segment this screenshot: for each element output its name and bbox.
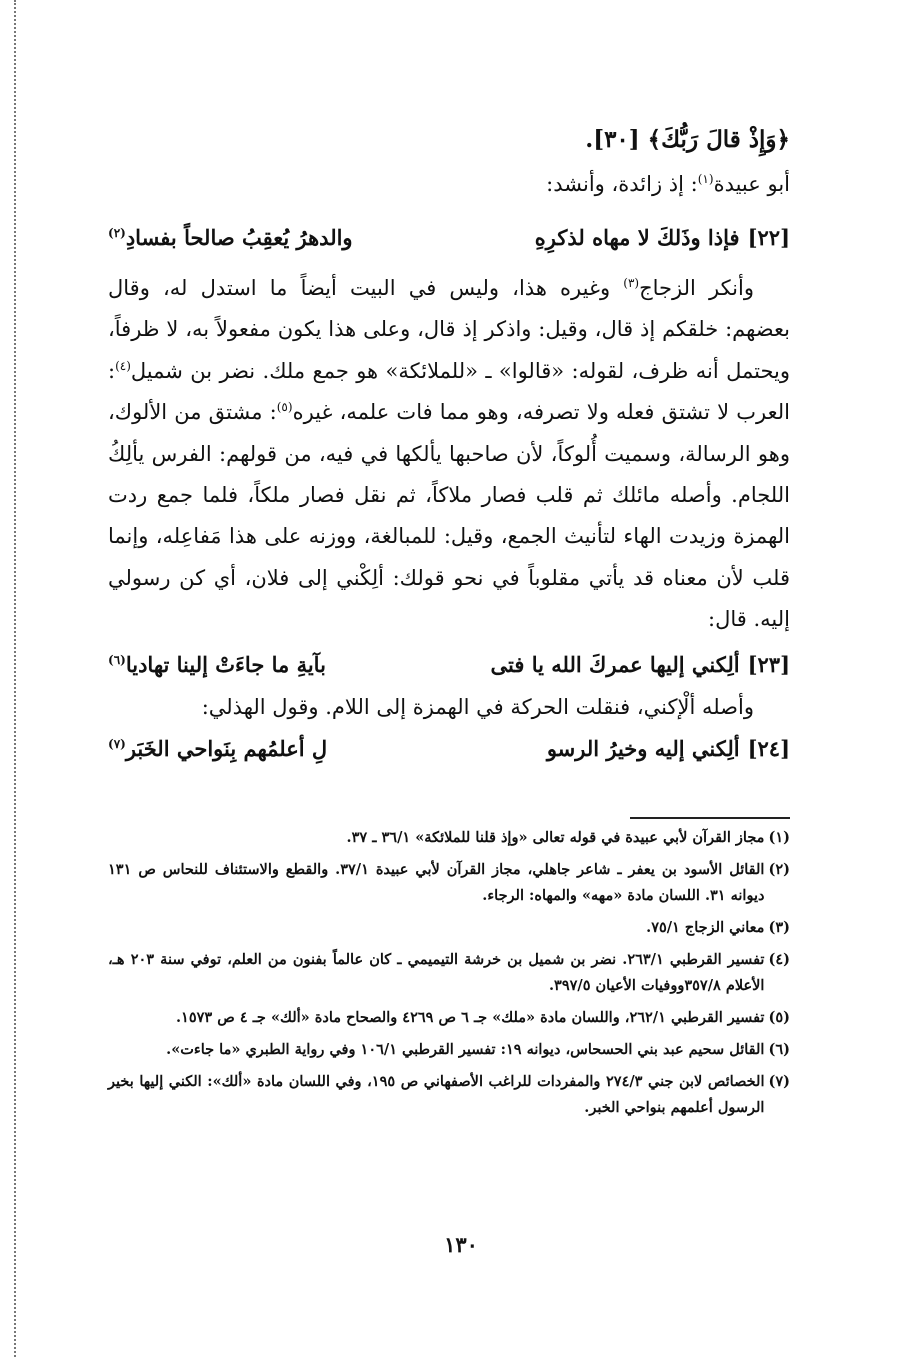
footnote-text: تفسير القرطبي ٢٦٣/١. نضر بن شميل بن خرشة التيميمي ـ كان عالماً بفنون من العلم، توفي سنة ٢٠٣ هـ، الأعلام ٣٥٧/٨ووفيات الأعيان ٣٩٧/٥. xyxy=(108,950,765,994)
footnote-text: تفسير القرطبي ٢٦٢/١، واللسان مادة «ملك» جـ ٦ ص ٤٢٦٩ والصحاح مادة «ألك» جـ ٤ ص ١٥٧٣. xyxy=(175,1008,765,1026)
paragraph-segment: وأنكر الزجاج xyxy=(639,276,754,300)
footnote-text: مجاز القرآن لأبي عبيدة في قوله تعالى «وإذ قلنا للملائكة» ٣٦/١ ـ ٣٧. xyxy=(346,828,765,846)
verse-second-hemistich-text: والدهرُ يُعقِبُ صالحاً بفسادِ xyxy=(125,225,353,250)
footnote xyxy=(108,915,790,941)
paragraph-segment: : مشتق من الألوك، وهو الرسالة، وسميت أُلوكاً، لأن صاحبها يألكها في فيه، من قولهم: الفرس يألِكُ اللجام. وأصله مائلك ثم قلب فصار ملاكاً، ثم نقل فصار ملكاً، فلما جمع ردت الهمزة وزيدت الهاء لتأنيث الجمع، وقيل: للمبالغة، ووزنه على هذا مَفاعِله، وإنما قلب لأن معناه قد يأتي مقلوباً في نحو قولك: ألِكْني إلى فلان، أي كن رسولي إليه. قال: xyxy=(108,400,790,632)
footnote-ref-6: (٦) xyxy=(108,652,126,667)
verse-number: [٢٣] xyxy=(747,651,790,677)
verse-22 xyxy=(108,216,790,260)
footnote xyxy=(108,825,790,851)
footnote-ref-4: (٤) xyxy=(115,358,131,373)
main-paragraph xyxy=(108,268,790,641)
verse-first-hemistich: ألِكني إليها عمركَ الله يا فتى xyxy=(490,651,740,677)
abu-ubayda-text: أبو عبيدة xyxy=(713,172,790,196)
verse-first-hemistich: ألِكني إليه وخيرُ الرسو xyxy=(546,735,740,761)
footnote-number: (٣) xyxy=(768,918,790,936)
footnote-text: الخصائص لابن جني ٢٧٤/٣ والمفردات للراغب الأصفهاني ص ١٩٥، وفي اللسان مادة «ألك»: الكني إليها بخير الرسول أعلمهم بنواحي الخبر. xyxy=(108,1072,765,1116)
verse-24 xyxy=(108,727,790,771)
page-edge-dots xyxy=(14,0,16,1357)
footnote-number: (٧) xyxy=(768,1072,790,1090)
footnote-ref-2: (٢) xyxy=(108,226,126,240)
verse-first-hemistich: فإذا وذَلكَ لا مهاه لذكرِهِ xyxy=(534,225,740,250)
footnote-text: القائل الأسود بن يعفر ـ شاعر جاهلي، مجاز القرآن لأبي عبيدة ٣٧/١. والقطع والاستئناف للنحاس ص ١٣١ ديوانه ٣١. اللسان مادة «مهه» والمهاه: الرجاء. xyxy=(108,860,765,904)
verse-23 xyxy=(108,643,790,687)
footnote-ref-7: (٧) xyxy=(108,736,126,751)
abu-ubayda-line xyxy=(108,162,790,206)
footnote xyxy=(108,1005,790,1031)
paragraph-segment: وغيره هذا، وليس في البيت أيضاً ما استدل له، وقال بعضهم: خلقكم إذ قال، وقيل: واذكر إذ قال، وعلى هذا يكون مفعولاً به، لا ظرفاً، ويحتمل أنه ظرف، لقوله: «قالوا» ـ «للملائكة» هو جمع ملك. نضر بن شميل xyxy=(108,276,790,383)
hudhali-intro: وأصله ألْإكني، فنقلت الحركة في الهمزة إلى اللام. وقول الهذلي: xyxy=(201,694,754,719)
footnote-number: (٢) xyxy=(768,860,790,878)
verse-second-hemistich-text: بآيةِ ما جاءَتْ إلينا تهاديا xyxy=(125,651,326,677)
footnotes xyxy=(108,825,790,1121)
verse-second-hemistich-text: لِ أعلمُهم بِنَواحي الخَبَر xyxy=(125,735,328,761)
footnote xyxy=(108,1069,790,1121)
verse-second-hemistich xyxy=(108,216,424,260)
footnote-ref-5: (٥) xyxy=(276,400,293,415)
footnote-text: القائل سحيم عبد بني الحسحاس، ديوانه ١٩: تفسير القرطبي ١٠٦/١ وفي رواية الطبري «ما جاءت». xyxy=(166,1040,765,1058)
footnote-text: معاني الزجاج ٧٥/١. xyxy=(646,918,765,936)
footnote xyxy=(108,1037,790,1063)
page-number: ١٣٠ xyxy=(444,1232,478,1257)
paragraph-segment: : العرب لا تشتق فعله ولا تصرفه، وهو مما فات علمه، غيره xyxy=(108,358,790,425)
footnote-ref-3: (٣) xyxy=(623,276,640,290)
paragraph-text xyxy=(108,268,790,641)
footnote-number: (٦) xyxy=(768,1040,790,1058)
footnote xyxy=(108,947,790,999)
footnote-ref-1: (١) xyxy=(697,172,714,186)
verse-number: [٢٤] xyxy=(747,735,790,761)
abu-ubayda-rest: : إذ زائدة، وأنشد: xyxy=(546,172,698,196)
verse-second-hemistich xyxy=(108,727,424,771)
verse-second-hemistich xyxy=(108,643,424,687)
footnote-number: (٤) xyxy=(768,950,790,968)
page-body xyxy=(108,118,790,1127)
footnote-separator xyxy=(630,817,790,819)
verse-number: [٢٢] xyxy=(747,225,790,250)
footnote-number: (٥) xyxy=(768,1008,790,1026)
footnote-number: (١) xyxy=(768,828,790,846)
footnote xyxy=(108,857,790,909)
quran-verse-heading: ﴿وَإِذْ قالَ رَبُّكَ﴾ [٣٠]. xyxy=(585,126,790,153)
